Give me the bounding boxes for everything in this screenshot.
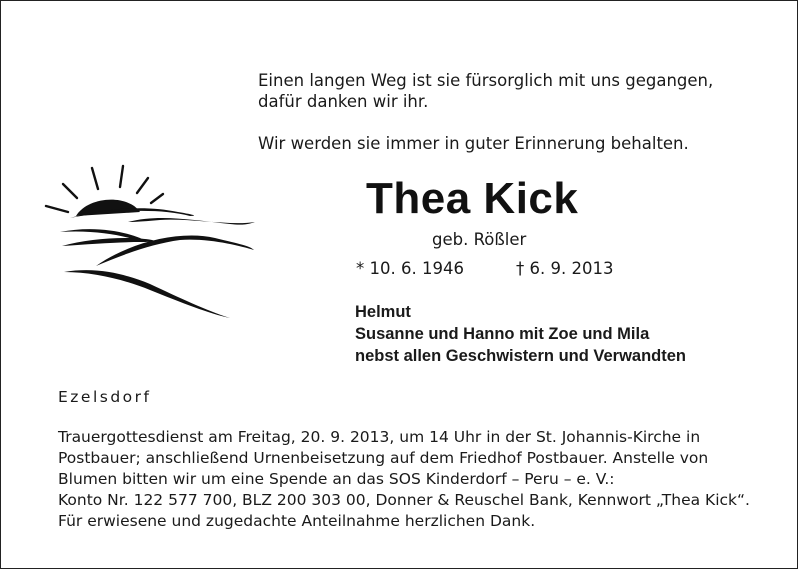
- sun-shape: [76, 200, 140, 216]
- hill-stroke: [64, 270, 230, 318]
- mourner-line: Susanne und Hanno mit Zoe und Mila: [355, 325, 650, 343]
- notice-line: Blumen bitten wir um eine Spende an das SOS Kinderdorf – Peru – e. V.:: [58, 470, 615, 488]
- mourners-list: [355, 301, 686, 367]
- hill-stroke: [128, 218, 255, 225]
- sun-ray: [92, 168, 98, 189]
- maiden-name: geb. Rößler: [432, 230, 527, 249]
- sun-ray: [137, 178, 148, 193]
- funeral-notice: [58, 427, 750, 532]
- notice-line: Für erwiesene und zugedachte Anteilnahme herzlichen Dank.: [58, 512, 536, 530]
- mourner-line: Helmut: [355, 303, 411, 321]
- notice-line: Postbauer; anschließend Urnenbeisetzung auf dem Friedhof Postbauer. Anstelle von: [58, 449, 709, 467]
- place-name: Ezelsdorf: [58, 388, 152, 406]
- sun-ray: [151, 194, 163, 203]
- birth-date: * 10. 6. 1946: [356, 259, 464, 278]
- sun-ray: [46, 206, 68, 212]
- sun-ray: [120, 166, 123, 187]
- sun-ray: [63, 184, 77, 198]
- deceased-name: Thea Kick: [366, 174, 579, 223]
- poem-line-2: dafür danken wir ihr.: [258, 92, 429, 111]
- death-date: † 6. 9. 2013: [516, 259, 614, 278]
- sunset-over-hills-icon: [40, 160, 270, 325]
- notice-line: Konto Nr. 122 577 700, BLZ 200 303 00, Donner & Reuschel Bank, Kennwort „Thea Kick“.: [58, 491, 750, 509]
- poem-line-3: Wir werden sie immer in guter Erinnerung behalten.: [258, 134, 689, 153]
- poem-line-1: Einen langen Weg ist sie fürsorglich mit uns gegangen,: [258, 71, 714, 90]
- mourner-line: nebst allen Geschwistern und Verwandten: [355, 347, 686, 365]
- notice-line: Trauergottesdienst am Freitag, 20. 9. 2013, um 14 Uhr in der St. Johannis-Kirche in: [58, 428, 701, 446]
